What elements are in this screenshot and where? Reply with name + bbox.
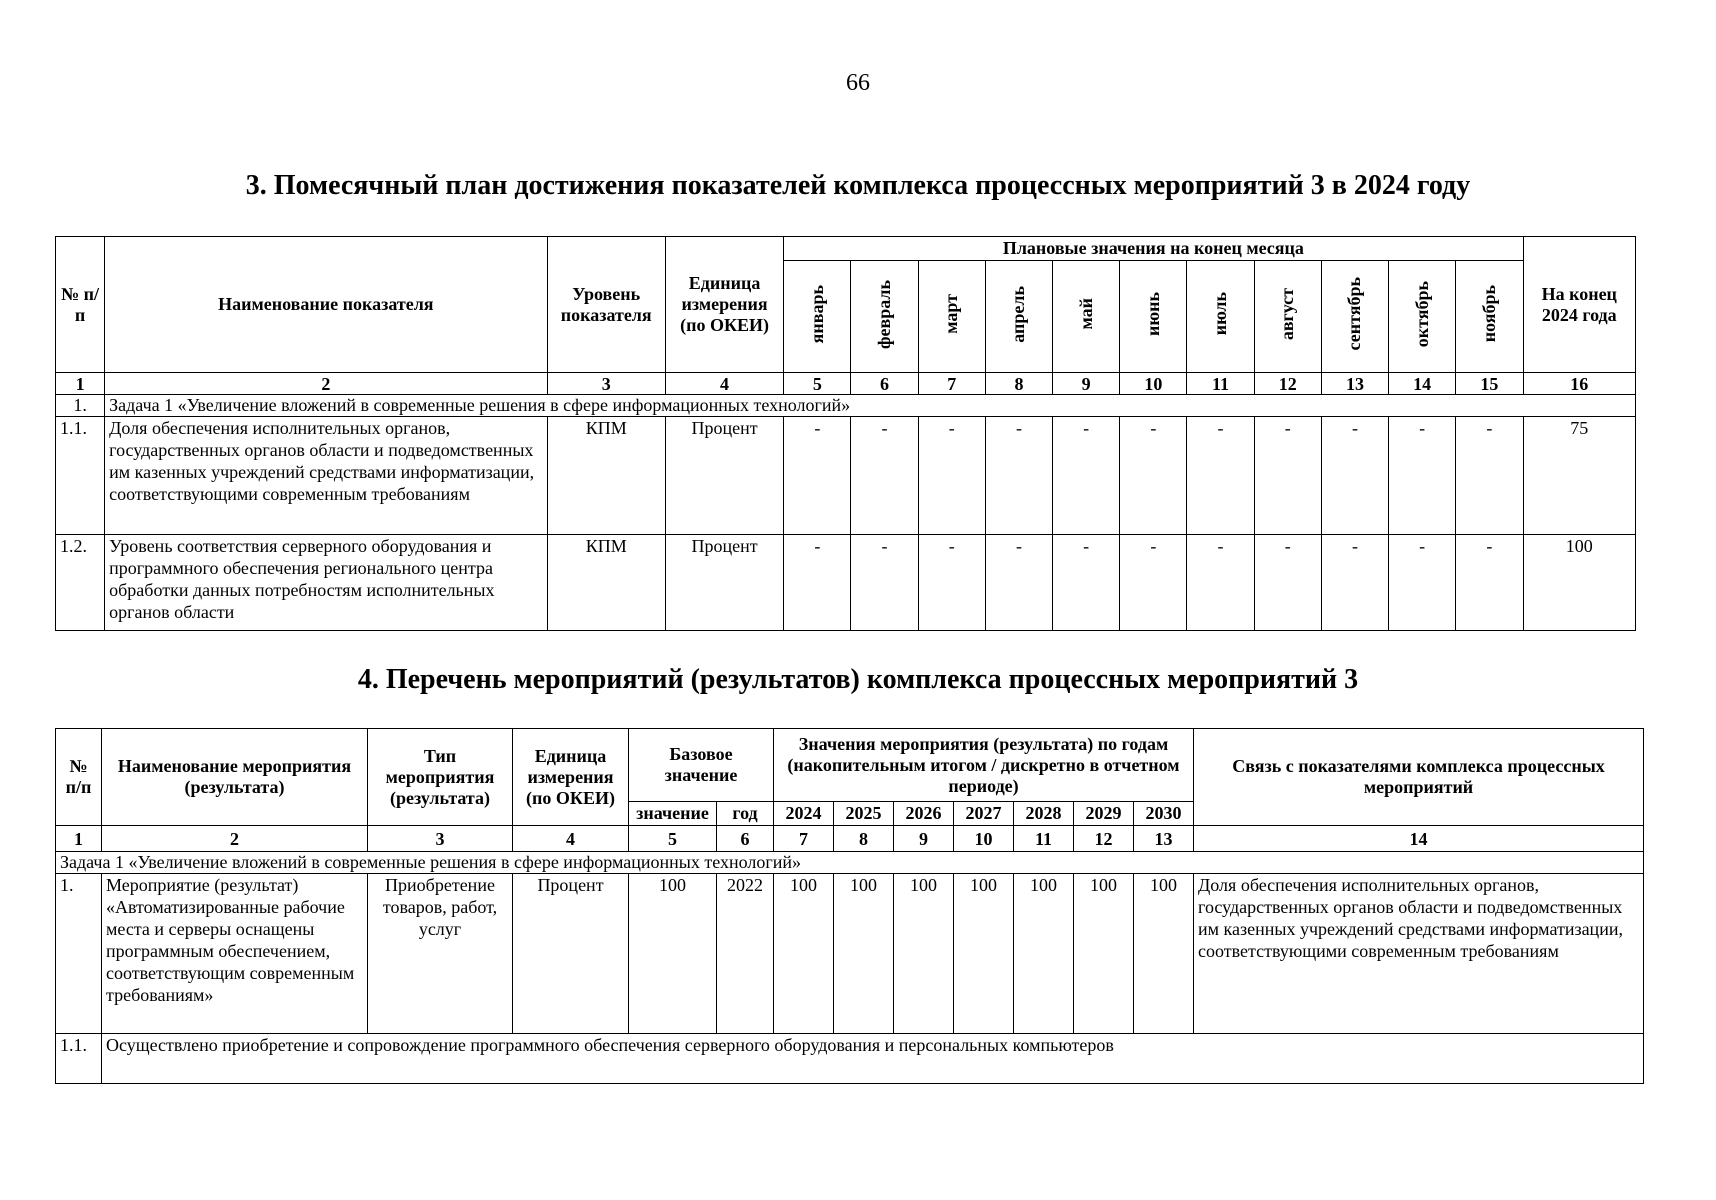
- month-value: -: [1389, 535, 1456, 631]
- task-text: Задача 1 «Увеличение вложений в современные решения в сфере информационных технологий»: [105, 395, 1636, 417]
- indicator-level: КПМ: [547, 417, 665, 535]
- indicator-unit: Процент: [665, 417, 783, 535]
- month-value: -: [1187, 417, 1254, 535]
- month-header: сентябрь: [1321, 261, 1388, 373]
- year-header: 2027: [954, 802, 1014, 826]
- indicator-name: Доля обеспечения исполнительных органов, государственных органов области и подведомственных им казенных учреждений средствами информатизации, соответствующими современным требованиям: [105, 417, 547, 535]
- col-number: 13: [1321, 373, 1388, 395]
- header-type: Тип мероприятия (результата): [368, 729, 513, 826]
- table-row: [56, 535, 1636, 631]
- indicator-level: КПМ: [547, 535, 665, 631]
- table-row: [56, 874, 1644, 1034]
- monthly-plan-table: [55, 236, 1636, 631]
- header-level: Уровень показателя: [547, 237, 665, 373]
- month-header: июнь: [1120, 261, 1187, 373]
- year-value: 100: [894, 874, 954, 1034]
- col-number: 4: [665, 373, 783, 395]
- month-value: -: [1053, 417, 1120, 535]
- activity-name: Мероприятие (результат) «Автоматизированные рабочие места и серверы оснащены программным обеспечением, соответствующим современным требованиям»: [102, 874, 368, 1034]
- col-number: 4: [513, 826, 629, 852]
- base-value: 100: [629, 874, 717, 1034]
- month-value: -: [1187, 535, 1254, 631]
- header-base: Базовое значение: [629, 729, 774, 802]
- month-value: -: [1321, 417, 1388, 535]
- col-number: 8: [985, 373, 1052, 395]
- month-header: февраль: [851, 261, 918, 373]
- col-number: 11: [1187, 373, 1254, 395]
- column-number-row: [56, 373, 1636, 395]
- month-header: август: [1254, 261, 1321, 373]
- year-value: 100: [954, 874, 1014, 1034]
- col-number: 14: [1389, 373, 1456, 395]
- table-row: [56, 417, 1636, 535]
- header-base-value: значение: [629, 802, 717, 826]
- activities-table: [55, 728, 1644, 1084]
- header-year-end: На конец 2024 года: [1523, 237, 1635, 373]
- col-number: 9: [1053, 373, 1120, 395]
- month-header: март: [918, 261, 985, 373]
- month-value: -: [784, 535, 851, 631]
- header-unit: Единица измерения (по ОКЕИ): [513, 729, 629, 826]
- month-value: -: [918, 417, 985, 535]
- year-value: 100: [774, 874, 834, 1034]
- task-num: 1.: [56, 395, 105, 417]
- year-value: 100: [1014, 874, 1074, 1034]
- col-number: 3: [547, 373, 665, 395]
- task-row: [56, 395, 1636, 417]
- year-value: 100: [834, 874, 894, 1034]
- month-header: май: [1053, 261, 1120, 373]
- header-values: Значения мероприятия (результата) по годам (накопительным итогом / дискретно в отчетном периоде): [774, 729, 1194, 802]
- indicator-name: Уровень соответствия серверного оборудования и программного обеспечения регионального центра обработки данных потребностям исполнительных органов области: [105, 535, 547, 631]
- year-header: 2028: [1014, 802, 1074, 826]
- month-value: -: [1254, 417, 1321, 535]
- col-number: 10: [954, 826, 1014, 852]
- col-number: 8: [834, 826, 894, 852]
- month-value: -: [985, 535, 1052, 631]
- header-num: № п/п: [56, 237, 105, 373]
- month-value: -: [851, 417, 918, 535]
- column-number-row: [56, 826, 1644, 852]
- col-number: 14: [1194, 826, 1644, 852]
- month-value: -: [1321, 535, 1388, 631]
- header-num: № п/п: [56, 729, 102, 826]
- sub-result-text: Осуществлено приобретение и сопровождение программного обеспечения серверного оборудования и персональных компьютеров: [102, 1034, 1644, 1084]
- col-number: 2: [105, 373, 547, 395]
- col-number: 7: [774, 826, 834, 852]
- col-number: 6: [851, 373, 918, 395]
- linked-indicator: Доля обеспечения исполнительных органов, государственных органов области и подведомственных им казенных учреждений средствами информатизации, соответствующими современным требованиям: [1194, 874, 1644, 1034]
- year-header: 2025: [834, 802, 894, 826]
- col-number: 7: [918, 373, 985, 395]
- year-end-value: 75: [1523, 417, 1635, 535]
- col-number: 11: [1014, 826, 1074, 852]
- year-value: 100: [1134, 874, 1194, 1034]
- month-value: -: [985, 417, 1052, 535]
- task-row: [56, 852, 1644, 874]
- indicator-unit: Процент: [665, 535, 783, 631]
- col-number: 13: [1134, 826, 1194, 852]
- col-number: 15: [1456, 373, 1523, 395]
- col-number: 2: [102, 826, 368, 852]
- month-value: -: [1389, 417, 1456, 535]
- activity-type: Приобретение товаров, работ, услуг: [368, 874, 513, 1034]
- col-number: 10: [1120, 373, 1187, 395]
- month-value: -: [1254, 535, 1321, 631]
- header-link: Связь с показателями комплекса процессных мероприятий: [1194, 729, 1644, 826]
- page-number: 66: [846, 70, 870, 96]
- table-row: [56, 1034, 1644, 1084]
- month-value: -: [851, 535, 918, 631]
- month-header: июль: [1187, 261, 1254, 373]
- task-text: Задача 1 «Увеличение вложений в современные решения в сфере информационных технологий»: [56, 852, 1644, 874]
- col-number: 3: [368, 826, 513, 852]
- year-header: 2030: [1134, 802, 1194, 826]
- header-name: Наименование мероприятия (результата): [102, 729, 368, 826]
- year-header: 2026: [894, 802, 954, 826]
- col-number: 16: [1523, 373, 1635, 395]
- month-value: -: [1053, 535, 1120, 631]
- col-number: 9: [894, 826, 954, 852]
- col-number: 12: [1254, 373, 1321, 395]
- header-unit: Единица измерения (по ОКЕИ): [665, 237, 783, 373]
- month-value: -: [784, 417, 851, 535]
- col-number: 12: [1074, 826, 1134, 852]
- month-header: октябрь: [1389, 261, 1456, 373]
- col-number: 6: [717, 826, 774, 852]
- month-value: -: [1120, 417, 1187, 535]
- header-planned: Плановые значения на конец месяца: [784, 237, 1523, 261]
- row-num: 1.: [56, 874, 102, 1034]
- col-number: 5: [784, 373, 851, 395]
- month-value: -: [918, 535, 985, 631]
- base-year: 2022: [717, 874, 774, 1034]
- header-name: Наименование показателя: [105, 237, 547, 373]
- month-header: апрель: [985, 261, 1052, 373]
- year-header: 2024: [774, 802, 834, 826]
- month-header: ноябрь: [1456, 261, 1523, 373]
- col-number: 1: [56, 373, 105, 395]
- year-header: 2029: [1074, 802, 1134, 826]
- activity-unit: Процент: [513, 874, 629, 1034]
- month-value: -: [1456, 417, 1523, 535]
- row-num: 1.1.: [56, 1034, 102, 1084]
- month-header: январь: [784, 261, 851, 373]
- month-value: -: [1120, 535, 1187, 631]
- year-end-value: 100: [1523, 535, 1635, 631]
- section3-title: 3. Помесячный план достижения показателей комплекса процессных мероприятий 3 в 2024 году: [245, 170, 1471, 201]
- month-value: -: [1456, 535, 1523, 631]
- section4-title: 4. Перечень мероприятий (результатов) комплекса процессных мероприятий 3: [357, 664, 1359, 695]
- row-num: 1.2.: [56, 535, 105, 631]
- col-number: 1: [56, 826, 102, 852]
- col-number: 5: [629, 826, 717, 852]
- row-num: 1.1.: [56, 417, 105, 535]
- header-base-year: год: [717, 802, 774, 826]
- year-value: 100: [1074, 874, 1134, 1034]
